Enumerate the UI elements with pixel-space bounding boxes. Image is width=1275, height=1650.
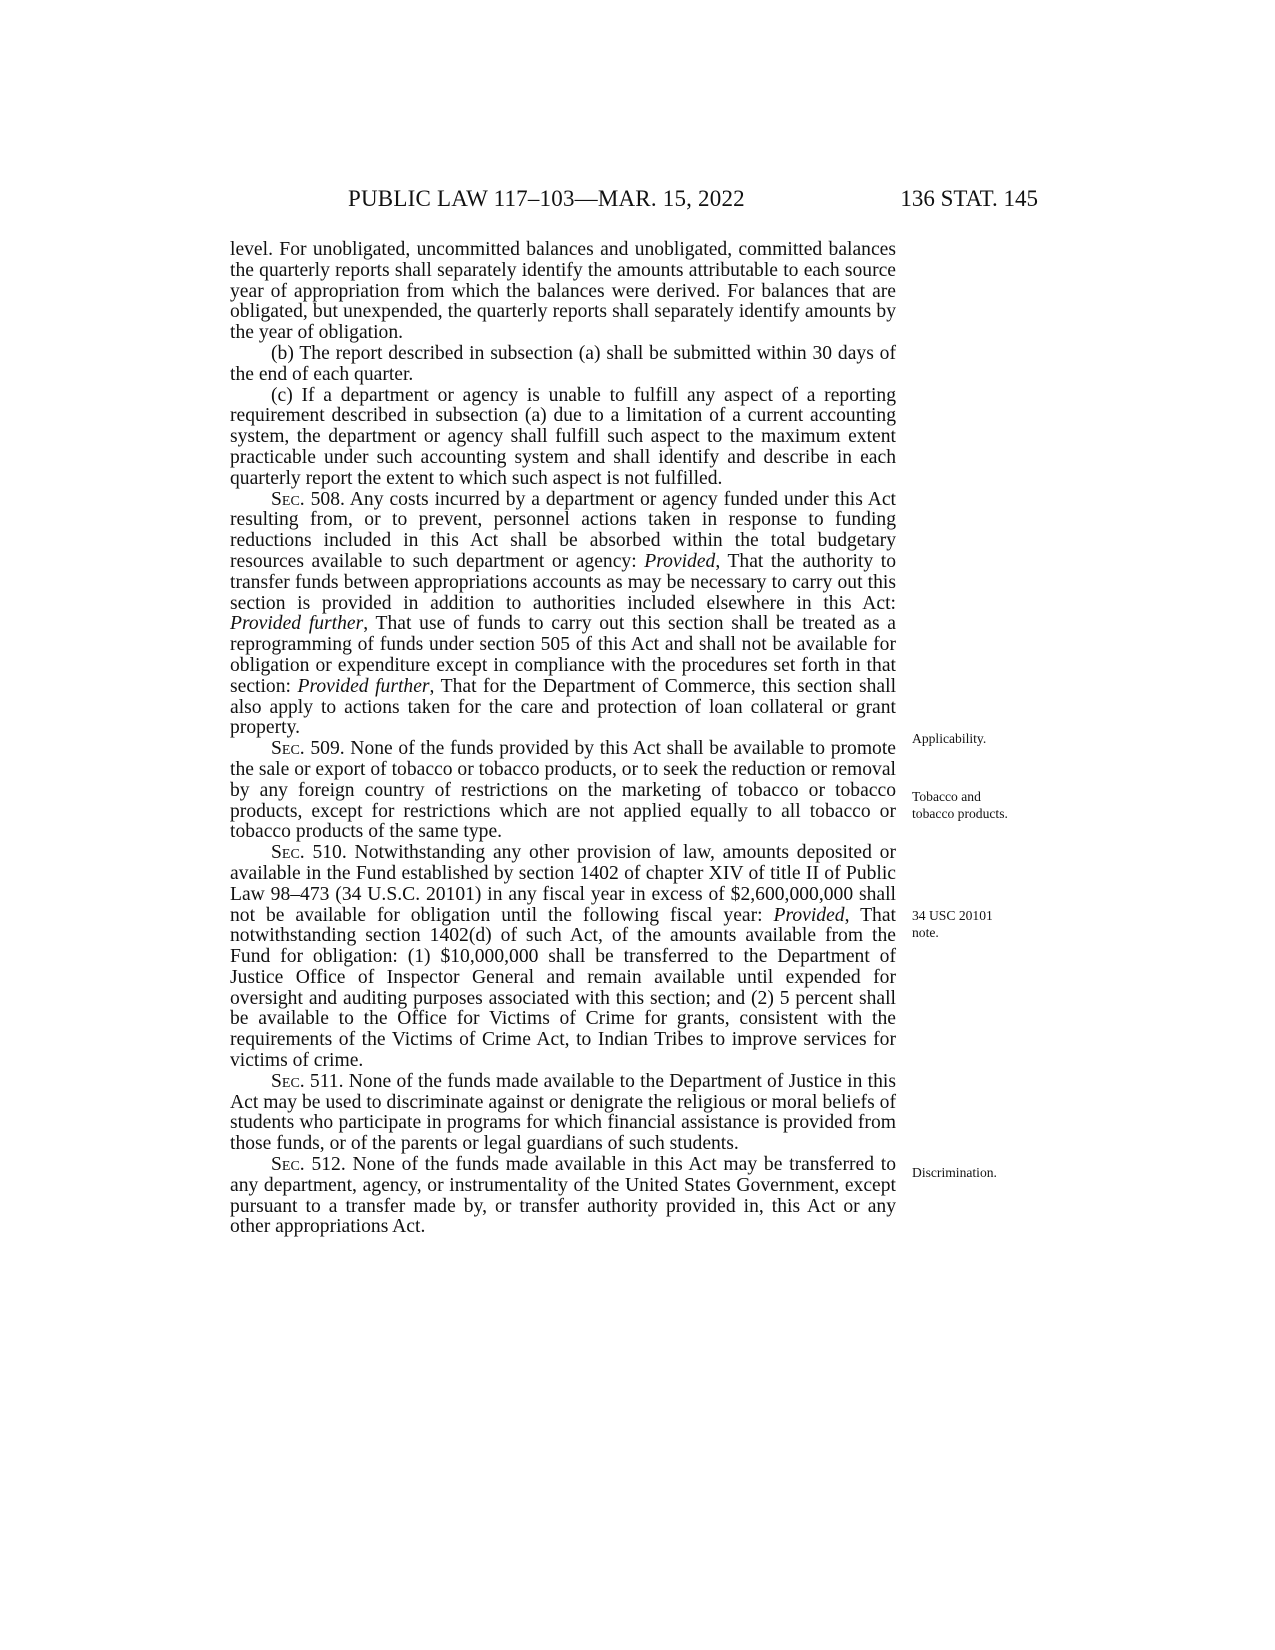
section-508-proviso-1: Provided: [644, 550, 716, 572]
section-510-text-2: , That notwithstanding section 1402(d) of such Act, of the amounts available from the Fund for obligation: (1) $10,000,000 shall be transferred to the Department of Justice Office of Inspector General and remain available until expended for oversight and auditing purposes associated with this section; and (2) 5 percent shall be available to the Office for Victims of Crime for grants, consistent with the requirements of the Victims of Crime Act, to Indian Tribes to improve services for victims of crime.: [230, 904, 896, 1072]
section-512-text: None of the funds made available in this Act may be transferred to any department, agency, or instrumentality of the United States Government, except pursuant to a transfer made by, or transfer authority provided in, this Act or any other appropriations Act.: [230, 1154, 896, 1238]
margin-note-usc: [912, 907, 1052, 941]
paragraph-subsection-b: (b) The report described in subsection (a) shall be submitted within 30 days of the end of each quarter.: [230, 342, 896, 385]
section-508-proviso-3: Provided further: [297, 675, 430, 697]
statute-page-reference: 136 STAT. 145: [900, 186, 1038, 211]
margin-note-usc-line-2: note.: [912, 925, 939, 940]
section-509-text: None of the funds provided by this Act shall be available to promote the sale or export of tobacco or tobacco products, or to seek the reduction or removal by any foreign country of restrictions on the marketing of tobacco or tobacco products, except for restrictions which are not applied equally to all tobacco or tobacco products of the same type.: [230, 738, 896, 843]
section-510-proviso: Provided: [773, 904, 845, 926]
body-text: [230, 240, 896, 1238]
margin-note-discrimination-text: Discrimination.: [912, 1165, 997, 1180]
running-head: PUBLIC LAW 117–103—MAR. 15, 2022: [348, 186, 745, 211]
section-509-label: Sec. 509.: [271, 738, 345, 760]
section-509: [230, 739, 896, 843]
paragraph-subsection-c: (c) If a department or agency is unable to fulfill any aspect of a reporting requirement described in subsection (a) due to a limitation of a current accounting system, the department or agency shall fulfill such aspect to the maximum extent practicable under such accounting system and shall identify and describe in each quarterly report the extent to which such aspect is not fulfilled.: [230, 384, 896, 489]
margin-note-tobacco-line-1: Tobacco and: [912, 789, 981, 804]
margin-note-applicability-text: Applicability.: [912, 731, 987, 746]
margin-note-applicability: [912, 730, 1052, 747]
section-511-label: Sec. 511.: [271, 1070, 344, 1092]
section-511-text: None of the funds made available to the Department of Justice in this Act may be used to discriminate against or denigrate the religious or moral beliefs of students who participate in programs for which financial assistance is provided from those funds, or of the parents or legal guardians of such students.: [230, 1070, 896, 1155]
margin-note-tobacco: [912, 788, 1052, 822]
margin-note-discrimination: [912, 1164, 1052, 1181]
margin-note-tobacco-line-2: tobacco products.: [912, 806, 1008, 821]
section-508-text-3: , That use of funds to carry out this section shall be treated as a reprogramming of funds under section 505 of this Act and shall not be available for obligation or expenditure except in compliance with the procedures set forth in that section:: [230, 613, 896, 697]
section-508-proviso-2: Provided further: [230, 613, 364, 635]
section-508-text-4: , That for the Department of Commerce, this section shall also apply to actions taken for the care and protection of loan collateral or grant property.: [230, 675, 897, 739]
section-512-label: Sec. 512.: [271, 1154, 346, 1176]
section-510: [230, 843, 896, 1072]
section-510-label: Sec. 510.: [271, 842, 347, 864]
section-508-label: Sec. 508.: [271, 488, 345, 510]
section-508: [230, 490, 896, 740]
section-508-text-2: , That the authority to transfer funds between appropriations accounts as may be necessary to carry out this section is provided in addition to authorities included elsewhere in this Act:: [230, 550, 896, 614]
section-511: [230, 1072, 896, 1155]
margin-note-usc-line-1: 34 USC 20101: [912, 908, 993, 923]
section-510-text-1: Notwithstanding any other provision of law, amounts deposited or available in the Fund established by section 1402 of chapter XIV of title II of Public Law 98–473 (34 U.S.C. 20101) in any fiscal year in excess of $2,600,000,000 shall not be available for obligation until the following fiscal year:: [230, 842, 896, 926]
paragraph-continuation: level. For unobligated, uncommitted balances and unobligated, committed balances the quarterly reports shall separately identify the amounts attributable to each source year of appropriation from which the balances were derived. For balances that are obligated, but unexpended, the quarterly reports shall separately identify amounts by the year of obligation.: [230, 239, 896, 344]
section-512: [230, 1155, 896, 1238]
section-508-text-1: Any costs incurred by a department or agency funded under this Act resulting from, or to prevent, personnel actions taken in response to funding reductions included in this Act shall be absorbed within the total budgetary resources available to such department or agency:: [230, 488, 897, 572]
